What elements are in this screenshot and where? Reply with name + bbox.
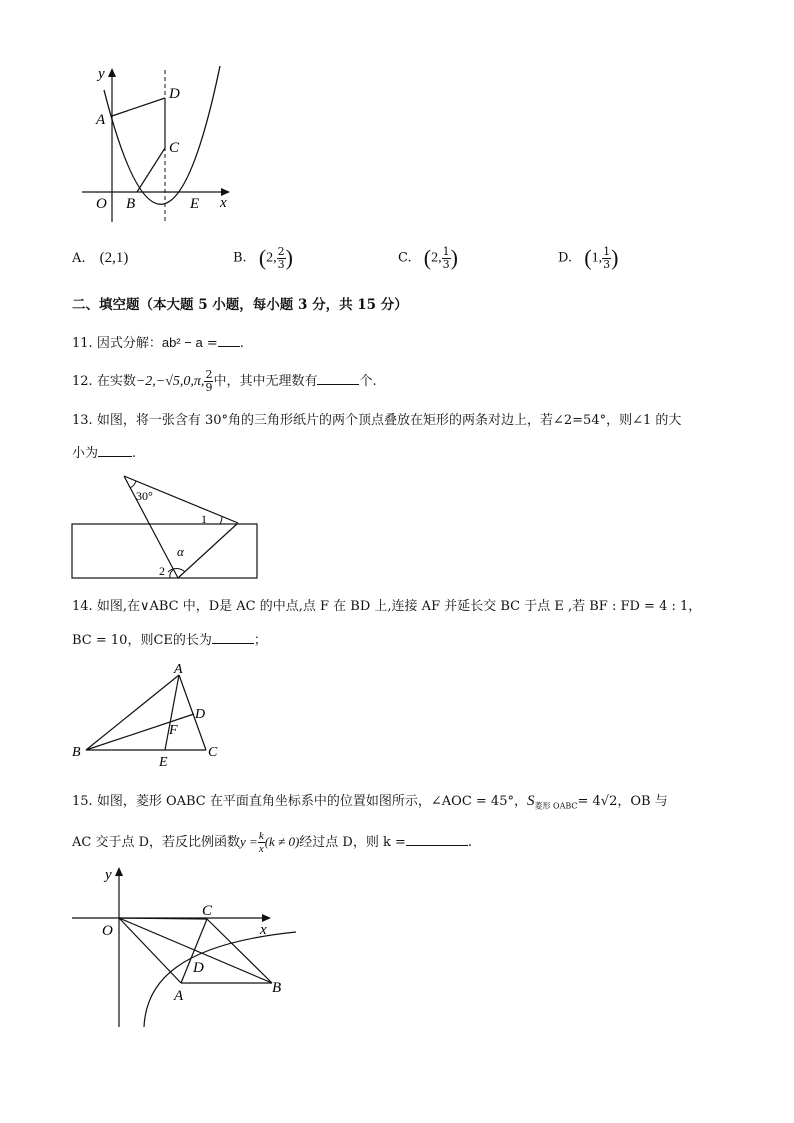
label-F: F (169, 723, 178, 738)
label-y: y (98, 66, 105, 82)
label-O: O (102, 923, 113, 939)
question-text: 因式分解： (96, 336, 162, 351)
option-d[interactable]: D. (1, $\frac{1}{3}$ ) (558, 244, 619, 271)
label-C: C (208, 745, 218, 760)
option-c[interactable]: C. (2, $\frac{1}{3}$ ) (398, 244, 458, 271)
label-x: x (220, 195, 227, 211)
question-15-line2: AC 交于点 D，若反比例函数y = $\frac{k}{x}$ (k ≠ 0)经过点 D，则 k = . (72, 830, 473, 855)
label-angle-1: 1 (201, 512, 207, 526)
figure-triangle-abc (68, 660, 238, 772)
option-fraction: $\frac{1}{3}$ (603, 244, 611, 271)
area-symbol: S (526, 793, 535, 809)
label-E: E (159, 755, 168, 770)
label-D: D (169, 86, 180, 102)
question-15-line1: 15. 如图，菱形 OABC 在平面直角坐标系中的位置如图所示，∠AOC = 45°，$S_{菱形 OABC}= 4√2$，OB 与 (72, 793, 668, 811)
label-A: A (174, 988, 184, 1004)
question-14-line2: BC = 10，则CE的长为 ； (72, 630, 267, 650)
option-letter: B. (233, 250, 247, 266)
label-30-degree: 30° (136, 489, 153, 503)
answer-blank[interactable] (212, 630, 254, 644)
option-letter: A. (72, 251, 86, 266)
option-fraction: $\frac{2}{3}$ (277, 244, 285, 271)
label-angle-2: 2 (159, 564, 165, 578)
question-fraction: $\frac{k}{x}$ (258, 830, 264, 855)
option-pre: 2, (266, 250, 277, 266)
label-E: E (190, 196, 200, 212)
question-expr: −2,−√5,0,π, (135, 374, 205, 389)
label-D: D (193, 960, 204, 976)
question-11: 11. 因式分解：ab² − a = . (72, 335, 244, 351)
label-C: C (169, 140, 180, 156)
answer-blank[interactable] (218, 333, 240, 347)
label-C: C (202, 903, 213, 919)
option-a[interactable] (72, 249, 128, 268)
label-O: O (96, 196, 107, 212)
label-x: x (260, 922, 267, 938)
label-A: A (174, 662, 183, 677)
question-number: 15. (72, 794, 93, 809)
section-title: 二、填空题（本大题 5 小题，每小题 3 分，共 15 分） (72, 297, 408, 313)
question-number: 14. (72, 599, 93, 614)
answer-blank[interactable] (98, 443, 132, 457)
figure-parabola (70, 60, 250, 230)
option-letter: D. (558, 250, 573, 266)
option-fraction: $\frac{1}{3}$ (442, 244, 450, 271)
question-expr: ab² − a (161, 335, 203, 350)
label-B: B (126, 196, 136, 212)
question-13-line1: 13. 如图，将一张含有 30°角的三角形纸片的两个顶点叠放在矩形的两条对边上，若∠2=54°，则∠1 的大 (72, 413, 682, 428)
label-B: B (272, 980, 282, 996)
area-subscript: 菱形 OABC (534, 801, 578, 811)
label-y: y (105, 867, 112, 883)
option-pre: 1, (591, 250, 603, 266)
label-B: B (72, 745, 81, 760)
question-12: 12. 在实数−2,−√5,0,π, $\frac{2}{9}$ 中，其中无理数有 个. (72, 368, 377, 394)
label-D: D (195, 707, 206, 722)
option-letter: C. (398, 250, 412, 266)
label-A: A (96, 112, 106, 128)
question-number: 12. (72, 374, 93, 389)
question-number: 13. (72, 413, 93, 428)
option-pre: 2, (431, 250, 442, 266)
answer-blank[interactable] (317, 371, 359, 385)
option-content: (2,1) (99, 250, 129, 266)
question-14-line1: 14. 如图,在∨ABC 中，D是 AC 的中点,点 F 在 BD 上,连接 AF 并延长交 BC 于点 E ,若 BF : FD = 4 : 1， (72, 599, 702, 614)
figure-triangle-rectangle (70, 470, 270, 585)
question-number: 11. (72, 336, 93, 351)
label-alpha: α (177, 544, 184, 559)
figure-rhombus-coordinate (68, 862, 300, 1032)
option-b[interactable]: B. (2, $\frac{2}{3}$ ) (233, 244, 293, 271)
answer-blank[interactable] (406, 832, 468, 846)
question-13-line2: 小为 . (72, 443, 136, 463)
question-fraction: $\frac{2}{9}$ (205, 368, 213, 394)
